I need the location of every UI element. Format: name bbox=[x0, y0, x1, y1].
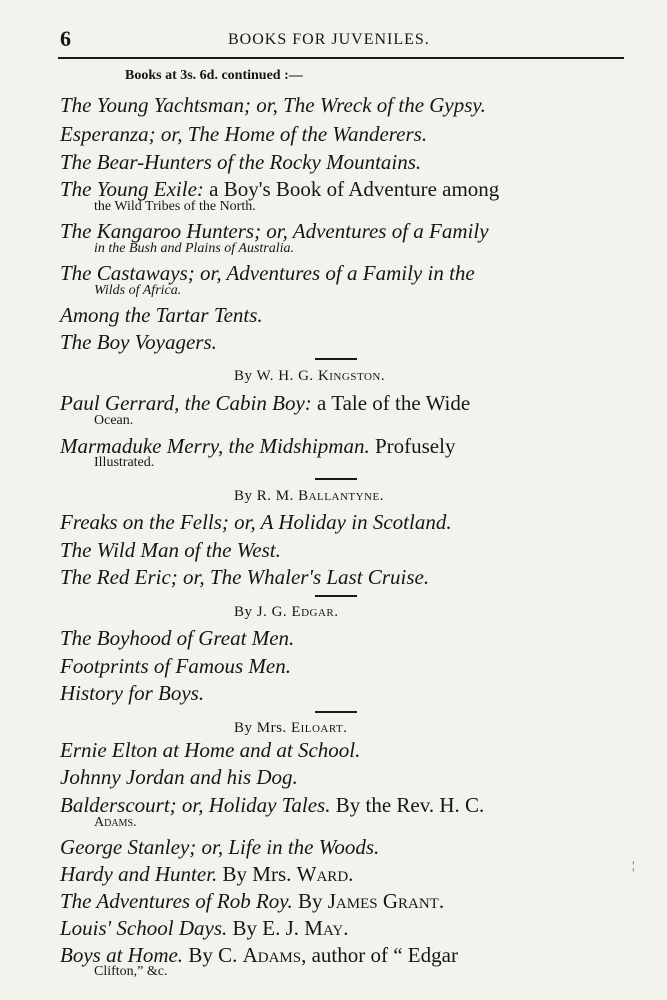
book-author-name: James Grant. bbox=[327, 889, 445, 913]
author-name: Ballantyne. bbox=[298, 488, 384, 504]
book-title-italic: Hardy and Hunter. bbox=[60, 862, 218, 886]
book-title-description: By the Rev. H. C. bbox=[330, 793, 485, 817]
book-title: Johnny Jordan and his Dog. bbox=[60, 765, 298, 789]
book-title: The Bear-Hunters of the Rocky Mountains. bbox=[60, 150, 422, 174]
book-author-by: By bbox=[292, 889, 328, 913]
book-title: The Boyhood of Great Men. bbox=[60, 626, 295, 650]
book-subtitle: the Wild Tribes of the North. bbox=[94, 199, 256, 214]
book-author-by: By E. J. bbox=[227, 916, 305, 940]
author-by: By Mrs. bbox=[234, 720, 291, 736]
book-title-italic: The Adventures of Rob Roy. bbox=[60, 889, 293, 913]
book-title-description: Profusely bbox=[369, 434, 456, 458]
author-by: By J. G. bbox=[234, 604, 292, 620]
book-author-name: Ward. bbox=[296, 862, 354, 886]
book-title-italic: Balderscourt; or, Holiday Tales. bbox=[60, 793, 331, 817]
section-rule bbox=[315, 478, 357, 480]
book-title: The Castaways; or, Adventures of a Family in the bbox=[60, 261, 475, 285]
book-title: Footprints of Famous Men. bbox=[60, 654, 291, 678]
header-rule bbox=[58, 57, 624, 59]
book-title-italic: The Young Exile: bbox=[60, 177, 204, 201]
continued-heading: Books at 3s. 6d. continued :— bbox=[125, 68, 303, 83]
book-title: History for Boys. bbox=[60, 681, 205, 705]
running-head: BOOKS FOR JUVENILES. bbox=[228, 31, 430, 48]
author-heading bbox=[234, 604, 339, 621]
author-heading bbox=[234, 488, 384, 505]
book-title bbox=[60, 862, 353, 887]
book-title bbox=[60, 889, 444, 914]
page-number: 6 bbox=[60, 26, 71, 51]
book-title: Ernie Elton at Home and at School. bbox=[60, 738, 361, 762]
book-subtitle: Ocean. bbox=[94, 413, 134, 428]
book-title-description: a Tale of the Wide bbox=[311, 391, 471, 415]
section-rule bbox=[315, 358, 357, 360]
author-by: By R. M. bbox=[234, 488, 299, 504]
section-rule bbox=[315, 711, 357, 713]
book-title-italic: Boys at Home. bbox=[60, 943, 184, 967]
book-title: Esperanza; or, The Home of the Wanderers. bbox=[60, 122, 428, 146]
book-subtitle: Wilds of Africa. bbox=[94, 283, 182, 298]
author-heading bbox=[234, 368, 385, 385]
book-title-italic: Paul Gerrard, the Cabin Boy: bbox=[60, 391, 312, 415]
book-title: Freaks on the Fells; or, A Holiday in Scotland. bbox=[60, 510, 452, 534]
book-title: The Red Eric; or, The Whaler's Last Cruise. bbox=[60, 565, 430, 589]
book-title-description: a Boy's Book of Adventure among bbox=[203, 177, 500, 201]
margin-mark: ¦ bbox=[632, 858, 635, 872]
book-author-by: By Mrs. bbox=[217, 862, 297, 886]
book-author-by: By C. bbox=[183, 943, 243, 967]
author-name: Kingston. bbox=[317, 368, 386, 384]
book-title: The Kangaroo Hunters; or, Adventures of a Family bbox=[60, 219, 489, 243]
author-name: Eiloart. bbox=[290, 720, 348, 736]
book-title-description: author of “ Edgar bbox=[306, 943, 458, 967]
author-by: By W. H. G. bbox=[234, 368, 318, 384]
book-author-name: Adams, bbox=[242, 943, 307, 967]
book-title: Among the Tartar Tents. bbox=[60, 303, 263, 327]
book-title: The Boy Voyagers. bbox=[60, 330, 217, 354]
author-name: Edgar. bbox=[291, 604, 339, 620]
book-subtitle: in the Bush and Plains of Australia. bbox=[94, 241, 295, 256]
page-header bbox=[60, 26, 620, 50]
section-rule bbox=[315, 595, 357, 597]
book-author-name: May. bbox=[304, 916, 349, 940]
book-subtitle: Illustrated. bbox=[94, 455, 155, 470]
book-title: The Young Yachtsman; or, The Wreck of the Gypsy. bbox=[60, 93, 486, 117]
author-heading bbox=[234, 720, 348, 737]
book-subtitle: Adams. bbox=[94, 815, 137, 830]
book-subtitle: Clifton,” &c. bbox=[94, 964, 168, 979]
book-title-italic: Louis' School Days. bbox=[60, 916, 228, 940]
book-title: George Stanley; or, Life in the Woods. bbox=[60, 835, 380, 859]
book-title: The Wild Man of the West. bbox=[60, 538, 281, 562]
book-title bbox=[60, 916, 348, 941]
book-title-italic: Marmaduke Merry, the Midshipman. bbox=[60, 434, 370, 458]
